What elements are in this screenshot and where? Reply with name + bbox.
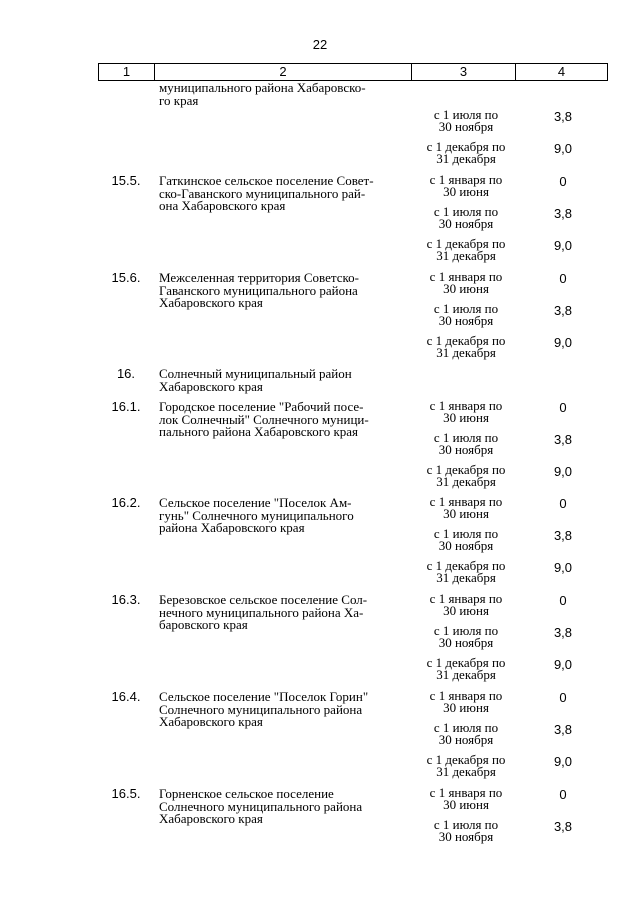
- name-line: Гаткинское сельское поселение Совет-: [159, 173, 374, 188]
- value-jul: 3,8: [553, 528, 573, 543]
- territory-name: [159, 82, 409, 107]
- period-line: 31 декабря: [436, 474, 496, 489]
- period-line: 30 июня: [443, 281, 489, 296]
- period-line: 31 декабря: [436, 345, 496, 360]
- value-jul: 3,8: [553, 819, 573, 834]
- value-jan: 0: [559, 690, 567, 705]
- name-line: Гаванского муниципального района: [159, 282, 358, 298]
- name-line: гунь" Солнечного муниципального: [159, 507, 354, 523]
- period-line: 30 ноября: [438, 313, 494, 328]
- period-line: 31 декабря: [436, 151, 496, 166]
- name-line: Хабаровского края: [159, 378, 263, 394]
- period-line: 31 декабря: [436, 764, 496, 779]
- value-jan: 0: [559, 400, 567, 415]
- name-line: баровского края: [159, 617, 248, 632]
- name-line: Солнечного муниципального района: [159, 798, 363, 814]
- name-line: Городское поселение "Рабочий посе-: [159, 399, 364, 414]
- period-line: 30 июня: [443, 184, 489, 199]
- period-line: с 1 июля по: [433, 204, 499, 219]
- period-jul: [412, 722, 520, 746]
- period-jul: [412, 206, 520, 230]
- period-line: 31 декабря: [436, 248, 496, 263]
- value-dec: 9,0: [553, 560, 573, 575]
- period-line: с 1 декабря по: [426, 655, 506, 670]
- territory-name: [159, 788, 409, 826]
- period-line: 31 декабря: [436, 667, 496, 682]
- period-line: с 1 июля по: [433, 526, 499, 541]
- period-line: 30 ноября: [438, 732, 494, 747]
- row-number: 15.5.: [111, 173, 141, 188]
- name-line: района Хабаровского края: [159, 520, 305, 535]
- value-jul: 3,8: [553, 206, 573, 221]
- period-jan: [412, 271, 520, 295]
- value-jul: 3,8: [553, 625, 573, 640]
- name-line: муниципального района Хабаровско-: [159, 80, 366, 95]
- territory-name: [159, 368, 409, 393]
- period-line: с 1 января по: [429, 172, 503, 187]
- row-number: 16.3.: [111, 592, 141, 607]
- period-line: с 1 июля по: [433, 301, 499, 316]
- table-header: [98, 63, 608, 81]
- period-dec: [412, 335, 520, 359]
- period-jan: [412, 593, 520, 617]
- period-line: с 1 июля по: [433, 430, 499, 445]
- row-number: 16.: [116, 366, 136, 381]
- period-line: с 1 декабря по: [426, 333, 506, 348]
- name-line: Березовское сельское поселение Сол-: [159, 592, 368, 607]
- period-dec: [412, 560, 520, 584]
- value-jan: 0: [559, 271, 567, 286]
- period-line: 30 июня: [443, 506, 489, 521]
- period-line: с 1 января по: [429, 398, 503, 413]
- name-line: Сельское поселение "Поселок Горин": [159, 689, 369, 704]
- period-line: с 1 июля по: [433, 817, 499, 832]
- period-jan: [412, 174, 520, 198]
- period-line: 30 июня: [443, 797, 489, 812]
- period-line: 30 июня: [443, 700, 489, 715]
- period-line: 30 июня: [443, 410, 489, 425]
- period-line: с 1 декабря по: [426, 139, 506, 154]
- period-line: 30 июня: [443, 603, 489, 618]
- territory-name: [159, 272, 409, 310]
- period-jan: [412, 496, 520, 520]
- period-jul: [412, 303, 520, 327]
- period-dec: [412, 141, 520, 165]
- name-line: го края: [159, 92, 199, 108]
- name-line: ско-Гаванского муниципального рай-: [159, 185, 366, 201]
- name-line: Хабаровского края: [159, 811, 263, 826]
- period-jul: [412, 625, 520, 649]
- value-dec: 9,0: [553, 754, 573, 769]
- row-number: 16.4.: [111, 689, 141, 704]
- name-line: Хабаровского края: [159, 714, 263, 729]
- header-col-1: 1: [99, 64, 155, 80]
- period-jan: [412, 690, 520, 714]
- row-number: 15.6.: [111, 270, 141, 285]
- value-jan: 0: [559, 496, 567, 511]
- period-line: с 1 декабря по: [426, 558, 506, 573]
- value-dec: 9,0: [553, 335, 573, 350]
- period-jul: [412, 528, 520, 552]
- period-jul: [412, 109, 520, 133]
- period-line: 30 ноября: [438, 538, 494, 553]
- period-jan: [412, 400, 520, 424]
- page-number: 22: [312, 37, 328, 52]
- value-dec: 9,0: [553, 141, 573, 156]
- name-line: лок Солнечный" Солнечного муници-: [159, 411, 369, 427]
- period-line: с 1 июля по: [433, 107, 499, 122]
- period-line: с 1 января по: [429, 494, 503, 509]
- name-line: Солнечного муниципального района: [159, 701, 363, 717]
- value-jan: 0: [559, 174, 567, 189]
- territory-name: [159, 691, 409, 729]
- territory-name: [159, 401, 409, 439]
- period-line: 31 декабря: [436, 570, 496, 585]
- period-jul: [412, 432, 520, 456]
- period-dec: [412, 464, 520, 488]
- row-number: 16.2.: [111, 495, 141, 510]
- period-line: 30 ноября: [438, 442, 494, 457]
- header-col-2: 2: [155, 64, 412, 80]
- row-number: 16.1.: [111, 399, 141, 414]
- header-col-3: 3: [412, 64, 516, 80]
- value-dec: 9,0: [553, 238, 573, 253]
- name-line: Сельское поселение "Поселок Ам-: [159, 495, 352, 510]
- territory-name: [159, 497, 409, 535]
- period-dec: [412, 754, 520, 778]
- header-col-4: 4: [557, 64, 566, 79]
- period-line: с 1 января по: [429, 591, 503, 606]
- period-line: с 1 декабря по: [426, 752, 506, 767]
- period-line: с 1 декабря по: [426, 462, 506, 477]
- period-jan: [412, 787, 520, 811]
- name-line: нечного муниципального района Ха-: [159, 604, 364, 620]
- value-dec: 9,0: [553, 657, 573, 672]
- period-jul: [412, 819, 520, 843]
- period-line: 30 ноября: [438, 119, 494, 134]
- period-line: 30 ноября: [438, 216, 494, 231]
- period-line: 30 ноября: [438, 635, 494, 650]
- period-line: с 1 декабря по: [426, 236, 506, 251]
- value-jan: 0: [559, 787, 567, 802]
- name-line: она Хабаровского края: [159, 198, 286, 213]
- period-dec: [412, 238, 520, 262]
- value-jan: 0: [559, 593, 567, 608]
- name-line: Солнечный муниципальный район: [159, 366, 352, 381]
- name-line: Межселенная территория Советско-: [159, 270, 359, 285]
- period-line: с 1 июля по: [433, 623, 499, 638]
- row-number: 16.5.: [111, 786, 141, 801]
- name-line: Хабаровского края: [159, 295, 263, 310]
- value-jul: 3,8: [553, 722, 573, 737]
- value-jul: 3,8: [553, 109, 573, 124]
- territory-name: [159, 175, 409, 213]
- territory-name: [159, 594, 409, 632]
- value-dec: 9,0: [553, 464, 573, 479]
- period-line: с 1 января по: [429, 688, 503, 703]
- period-line: 30 ноября: [438, 829, 494, 844]
- period-dec: [412, 657, 520, 681]
- value-jul: 3,8: [553, 432, 573, 447]
- period-line: с 1 июля по: [433, 720, 499, 735]
- name-line: пального района Хабаровского края: [159, 424, 359, 439]
- period-line: с 1 января по: [429, 785, 503, 800]
- period-line: с 1 января по: [429, 269, 503, 284]
- name-line: Горненское сельское поселение: [159, 786, 334, 801]
- value-jul: 3,8: [553, 303, 573, 318]
